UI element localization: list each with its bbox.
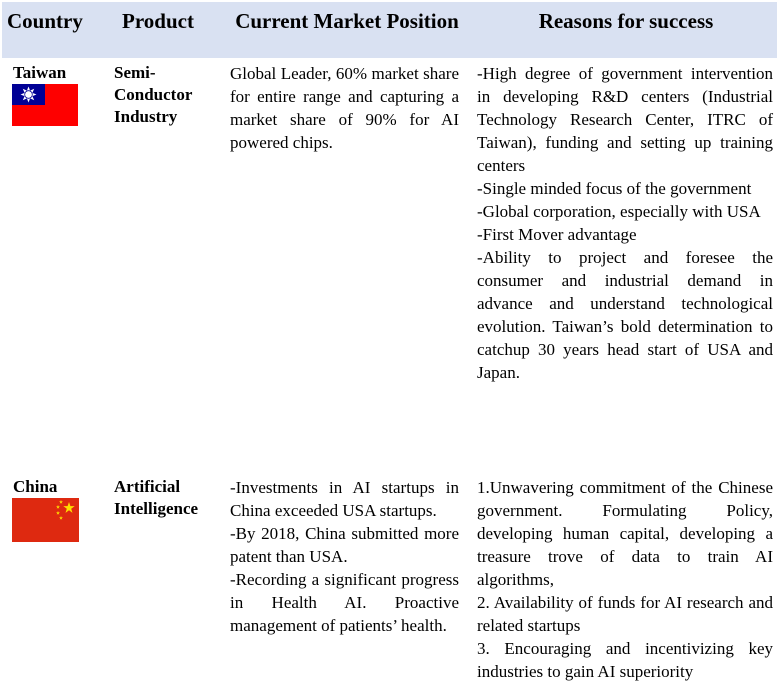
- header-market-position: Current Market Position: [235, 9, 459, 33]
- reasons-list: [477, 476, 773, 683]
- reason-item: 2. Availability of funds for AI research and related startups: [477, 593, 773, 635]
- header-reasons: Reasons for success: [538, 9, 714, 33]
- header-country: Country: [7, 9, 83, 33]
- country-name: Taiwan: [13, 63, 67, 82]
- reason-item: 1.Unwavering commitment of the Chinese government. Formulating Policy, developing human capital, developing a treasure trove of data to train AI algorithms,: [477, 478, 773, 589]
- reason-item: -Ability to project and foresee the consumer and industrial demand in advance and understand technological evolution. Taiwan’s bold determination to catchup 30 years head start of USA and Japan.: [477, 248, 773, 382]
- product-name: Semi-Conductor Industry: [114, 63, 193, 126]
- market-position-list: [230, 476, 459, 637]
- country-name: China: [13, 477, 58, 496]
- market-item: -Recording a significant progress in Health AI. Proactive management of patients’ health.: [230, 570, 459, 635]
- reason-item: -Global corporation, especially with USA: [477, 202, 761, 221]
- reason-item: 3. Encouraging and incentivizing key industries to gain AI superiority: [477, 639, 773, 681]
- taiwan-flag-icon: [12, 84, 78, 126]
- reasons-list: [477, 62, 773, 384]
- market-item: -Investments in AI startups in China exceeded USA startups.: [230, 478, 459, 520]
- table-header: [2, 2, 777, 58]
- reason-item: -Single minded focus of the government: [477, 179, 752, 198]
- reason-item: -High degree of government intervention in developing R&D centers (Industrial Technology Research Center, ITRC of Taiwan), funding and setting up training centers: [477, 64, 773, 175]
- market-item: -By 2018, China submitted more patent than USA.: [230, 524, 459, 566]
- product-name: Artificial Intelligence: [114, 477, 199, 518]
- market-position-text: Global Leader, 60% market share for entire range and capturing a market share of 90% for AI powered chips.: [230, 64, 459, 152]
- china-flag-icon: [12, 498, 79, 542]
- header-product: Product: [122, 9, 194, 33]
- reason-item: -First Mover advantage: [477, 225, 637, 244]
